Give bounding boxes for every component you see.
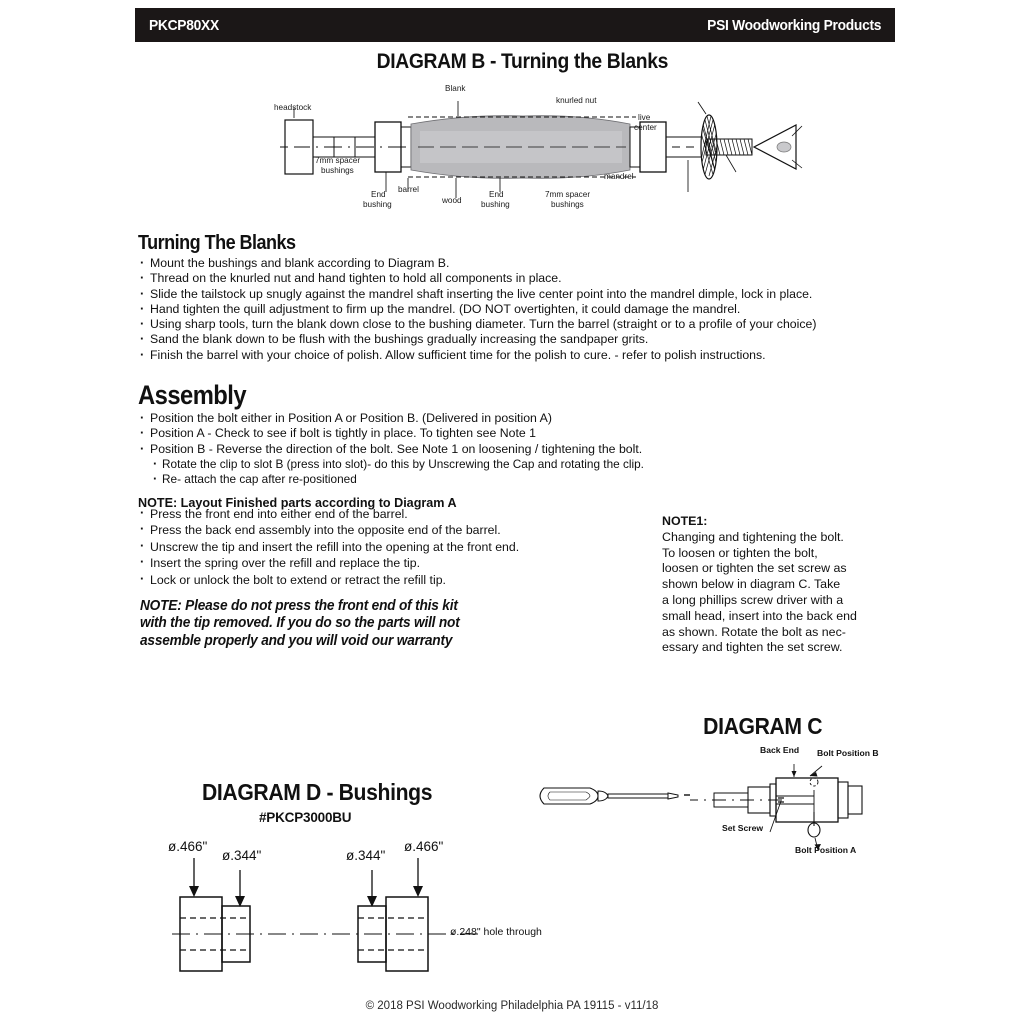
list-item: · Insert the spring over the refill and replace the tip. (138, 555, 519, 571)
list-item: · Hand tighten the quill adjustment to firm up the mandrel. (DO NOT overtighten, it could damage the mandrel. (138, 302, 816, 317)
label-live-center-line2: center (634, 123, 657, 132)
label-end-bushing-left-line2: bushing (363, 200, 392, 209)
brand-name: PSI Woodworking Products (706, 16, 881, 34)
label-wood: wood (442, 196, 462, 205)
label-end-bushing-right-line2: bushing (481, 200, 510, 209)
dim-left-large: ø.466" (168, 839, 208, 854)
note1-line: To loosen or tighten the bolt, (662, 545, 818, 560)
screwdriver-icon (528, 778, 708, 824)
diagram-b-title: DIAGRAM B - Turning the Blanks (376, 50, 668, 73)
label-spacer-left-line1: 7mm spacer (315, 156, 361, 165)
label-live-center-line1: live (638, 113, 651, 122)
list-item: · Slide the tailstock up snugly against the mandrel shaft inserting the live center point into the mandrel dimple, lock in place. (138, 287, 816, 302)
note1-line: a long phillips screw driver with a (662, 592, 844, 607)
list-item: · Using sharp tools, turn the blank down close to the bushing diameter. Turn the barrel (straight or to a profile of your choice) (138, 317, 816, 332)
turning-bullet-list (138, 256, 816, 363)
label-back-end: Back End (760, 745, 800, 755)
label-bolt-position-a: Bolt Position A (795, 845, 857, 855)
list-item: · Finish the barrel with your choice of polish. Allow sufficient time for the polish to cure. - refer to polish instructions. (138, 348, 816, 363)
note-layout-heading: NOTE: Layout Finished parts according to Diagram A (138, 496, 457, 510)
note1-line: shown below in diagram C. Take (662, 577, 841, 592)
dim-left-small: ø.344" (222, 848, 262, 863)
header-bar (135, 8, 895, 42)
list-item: · Press the front end into either end of the barrel. (138, 506, 519, 522)
label-spacer-right-line2: bushings (551, 200, 584, 209)
warning-note-line: with the tip removed. If you do so the parts will not (140, 615, 460, 632)
list-item: · Press the back end assembly into the opposite end of the barrel. (138, 522, 519, 538)
warning-note (140, 598, 460, 650)
label-mandrel: mandrel (604, 172, 634, 181)
label-headstock: headstock (274, 103, 312, 112)
label-end-bushing-left-line1: End (371, 190, 386, 199)
label-spacer-right-line1: 7mm spacer (545, 190, 591, 199)
list-item: · Thread on the knurled nut and hand tighten to hold all components in place. (138, 271, 816, 286)
note1-block (662, 514, 857, 656)
list-item: · Re- attach the cap after re-positioned (138, 472, 644, 487)
label-knurled-nut: knurled nut (556, 96, 597, 105)
dim-right-small: ø.344" (346, 848, 386, 863)
assembly-heading: Assembly (138, 380, 247, 410)
label-barrel: barrel (398, 185, 419, 194)
note1-line: as shown. Rotate the bolt as nec- (662, 624, 846, 639)
diagram-d-part-number: #PKCP3000BU (259, 810, 352, 825)
list-item: · Mount the bushings and blank according to Diagram B. (138, 256, 816, 271)
assembly-bullet-list (138, 411, 644, 487)
label-bolt-position-b: Bolt Position B (817, 748, 879, 758)
dim-hole-through: ø.248" hole through (450, 926, 542, 938)
dim-right-large: ø.466" (404, 839, 444, 854)
warning-note-line: assemble properly and you will void our warranty (140, 632, 453, 649)
note1-line: small head, insert into the back end (662, 608, 857, 623)
diagram-c-drawing (718, 760, 898, 856)
list-item: · Position the bolt either in Position A or Position B. (Delivered in position A) (138, 411, 644, 426)
list-item: · Sand the blank down to be flush with the bushings gradually increasing the sandpaper grits. (138, 332, 816, 347)
note-layout-bullet-list (138, 506, 519, 588)
note1-line: essary and tighten the set screw. (662, 640, 843, 655)
list-item: · Unscrew the tip and insert the refill into the opening at the front end. (138, 539, 519, 555)
list-item: · Position A - Check to see if bolt is tightly in place. To tighten see Note 1 (138, 426, 644, 441)
label-end-bushing-right-line1: End (489, 190, 504, 199)
diagram-d-title: DIAGRAM D - Bushings (202, 779, 433, 805)
list-item: · Lock or unlock the bolt to extend or retract the refill tip. (138, 572, 519, 588)
label-set-screw: Set Screw (722, 823, 764, 833)
list-item: · Rotate the clip to slot B (press into slot)- do this by Unscrewing the Cap and rotating the clip. (138, 457, 644, 472)
note1-line: loosen or tighten the set screw as (662, 561, 847, 576)
product-code: PKCP80XX (149, 16, 219, 34)
list-item: · Position B - Reverse the direction of the bolt. See Note 1 on loosening / tightening the bolt. (138, 442, 644, 457)
warning-note-line: NOTE: Please do not press the front end of this kit (140, 598, 458, 614)
note1-line: Changing and tightening the bolt. (662, 529, 844, 544)
label-spacer-left-line2: bushings (321, 166, 354, 175)
turning-heading: Turning The Blanks (138, 231, 296, 254)
note1-heading: NOTE1: (662, 514, 708, 528)
diagram-c-title: DIAGRAM C (703, 713, 823, 739)
label-blank: Blank (445, 84, 466, 93)
footer-copyright: © 2018 PSI Woodworking Philadelphia PA 19115 - v11/18 (365, 1000, 659, 1012)
